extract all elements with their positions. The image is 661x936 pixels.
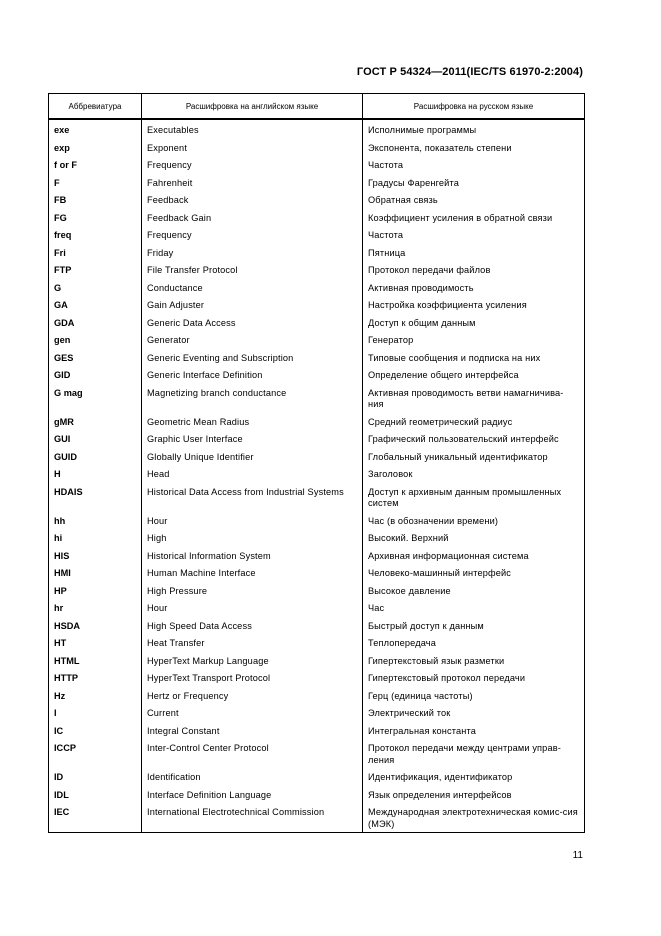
abbreviation-cell: HIS: [49, 548, 142, 566]
english-cell: Conductance: [142, 280, 363, 298]
russian-cell: Архивная информационная система: [363, 548, 585, 566]
table-row: [49, 280, 585, 298]
russian-cell: Обратная связь: [363, 192, 585, 210]
table-row: [49, 385, 585, 414]
russian-cell: Определение общего интерфейса: [363, 367, 585, 385]
column-header-abbreviation: Аббревиатура: [49, 94, 142, 120]
english-cell: Generic Data Access: [142, 315, 363, 333]
table-row: [49, 227, 585, 245]
russian-cell: Высокий. Верхний: [363, 530, 585, 548]
english-cell: Historical Data Access from Industrial Systems: [142, 484, 363, 513]
table-row: [49, 315, 585, 333]
english-cell: Frequency: [142, 227, 363, 245]
table-row: [49, 618, 585, 636]
abbreviation-cell: HMI: [49, 565, 142, 583]
russian-cell: Заголовок: [363, 466, 585, 484]
table-row: [49, 332, 585, 350]
abbreviation-cell: HTML: [49, 653, 142, 671]
russian-cell: Гипертекстовый протокол передачи: [363, 670, 585, 688]
abbreviation-cell: HP: [49, 583, 142, 601]
english-cell: Hertz or Frequency: [142, 688, 363, 706]
table-row: [49, 210, 585, 228]
english-cell: Gain Adjuster: [142, 297, 363, 315]
russian-cell: Язык определения интерфейсов: [363, 787, 585, 805]
russian-cell: Активная проводимость: [363, 280, 585, 298]
english-cell: Heat Transfer: [142, 635, 363, 653]
english-cell: Human Machine Interface: [142, 565, 363, 583]
table-row: [49, 245, 585, 263]
abbreviation-cell: GID: [49, 367, 142, 385]
abbreviation-cell: IEC: [49, 804, 142, 833]
abbreviation-cell: ID: [49, 769, 142, 787]
table-row: [49, 414, 585, 432]
abbreviation-cell: FG: [49, 210, 142, 228]
english-cell: High Pressure: [142, 583, 363, 601]
table-row: [49, 350, 585, 368]
english-cell: High: [142, 530, 363, 548]
table-row: [49, 140, 585, 158]
table-row: [49, 262, 585, 280]
english-cell: Head: [142, 466, 363, 484]
abbreviations-table: [48, 93, 585, 833]
english-cell: Frequency: [142, 157, 363, 175]
russian-cell: Протокол передачи файлов: [363, 262, 585, 280]
russian-cell: Активная проводимость ветви намагничива-ния: [363, 385, 585, 414]
column-header-russian: Расшифровка на русском языке: [363, 94, 585, 120]
english-cell: Historical Information System: [142, 548, 363, 566]
table-row: [49, 769, 585, 787]
table-row: [49, 513, 585, 531]
english-cell: Fahrenheit: [142, 175, 363, 193]
abbreviation-cell: IC: [49, 723, 142, 741]
russian-cell: Исполнимые программы: [363, 119, 585, 140]
russian-cell: Глобальный уникальный идентификатор: [363, 449, 585, 467]
table-row: [49, 740, 585, 769]
english-cell: Current: [142, 705, 363, 723]
russian-cell: Пятница: [363, 245, 585, 263]
table-body: [49, 119, 585, 833]
russian-cell: Интегральная константа: [363, 723, 585, 741]
russian-cell: Типовые сообщения и подписка на них: [363, 350, 585, 368]
table-row: [49, 157, 585, 175]
abbreviation-cell: exe: [49, 119, 142, 140]
abbreviation-cell: G: [49, 280, 142, 298]
abbreviation-cell: HTTP: [49, 670, 142, 688]
table-header-row: [49, 94, 585, 120]
table-row: [49, 688, 585, 706]
abbreviation-cell: freq: [49, 227, 142, 245]
english-cell: Hour: [142, 513, 363, 531]
english-cell: HyperText Transport Protocol: [142, 670, 363, 688]
table-row: [49, 600, 585, 618]
abbreviation-cell: GDA: [49, 315, 142, 333]
column-header-english: Расшифровка на английском языке: [142, 94, 363, 120]
russian-cell: Коэффициент усиления в обратной связи: [363, 210, 585, 228]
abbreviation-cell: gMR: [49, 414, 142, 432]
russian-cell: Теплопередача: [363, 635, 585, 653]
english-cell: File Transfer Protocol: [142, 262, 363, 280]
russian-cell: Гипертекстовый язык разметки: [363, 653, 585, 671]
english-cell: Magnetizing branch conductance: [142, 385, 363, 414]
russian-cell: Экспонента, показатель степени: [363, 140, 585, 158]
table-row: [49, 192, 585, 210]
russian-cell: Идентификация, идентификатор: [363, 769, 585, 787]
english-cell: Identification: [142, 769, 363, 787]
russian-cell: Электрический ток: [363, 705, 585, 723]
english-cell: Hour: [142, 600, 363, 618]
english-cell: Inter-Control Center Protocol: [142, 740, 363, 769]
table-row: [49, 787, 585, 805]
abbreviation-cell: ICCP: [49, 740, 142, 769]
table-row: [49, 670, 585, 688]
english-cell: Geometric Mean Radius: [142, 414, 363, 432]
russian-cell: Средний геометрический радиус: [363, 414, 585, 432]
abbreviation-cell: HT: [49, 635, 142, 653]
russian-cell: Протокол передачи между центрами управ-ления: [363, 740, 585, 769]
abbreviation-cell: exp: [49, 140, 142, 158]
table-row: [49, 723, 585, 741]
russian-cell: Час: [363, 600, 585, 618]
russian-cell: Настройка коэффициента усиления: [363, 297, 585, 315]
russian-cell: Быстрый доступ к данным: [363, 618, 585, 636]
abbreviation-cell: Hz: [49, 688, 142, 706]
abbreviation-cell: H: [49, 466, 142, 484]
abbreviation-cell: GES: [49, 350, 142, 368]
russian-cell: Международная электротехническая комис-сия (МЭК): [363, 804, 585, 833]
russian-cell: Доступ к архивным данным промышленных систем: [363, 484, 585, 513]
english-cell: Feedback: [142, 192, 363, 210]
abbreviation-cell: HDAIS: [49, 484, 142, 513]
russian-cell: Графический пользовательский интерфейс: [363, 431, 585, 449]
russian-cell: Человеко-машинный интерфейс: [363, 565, 585, 583]
table-row: [49, 705, 585, 723]
table-row: [49, 484, 585, 513]
document-code: ГОСТ Р 54324—2011(IEC/TS 61970-2:2004): [356, 66, 583, 78]
english-cell: Generic Interface Definition: [142, 367, 363, 385]
abbreviation-cell: Fri: [49, 245, 142, 263]
english-cell: Feedback Gain: [142, 210, 363, 228]
abbreviation-cell: F: [49, 175, 142, 193]
english-cell: Graphic User Interface: [142, 431, 363, 449]
table-row: [49, 548, 585, 566]
russian-cell: Частота: [363, 227, 585, 245]
english-cell: Executables: [142, 119, 363, 140]
abbreviation-cell: GUI: [49, 431, 142, 449]
abbreviation-cell: IDL: [49, 787, 142, 805]
abbreviation-cell: f or F: [49, 157, 142, 175]
russian-cell: Час (в обозначении времени): [363, 513, 585, 531]
table-row: [49, 175, 585, 193]
table-row: [49, 583, 585, 601]
russian-cell: Генератор: [363, 332, 585, 350]
russian-cell: Частота: [363, 157, 585, 175]
russian-cell: Герц (единица частоты): [363, 688, 585, 706]
table-row: [49, 653, 585, 671]
english-cell: International Electrotechnical Commission: [142, 804, 363, 833]
russian-cell: Высокое давление: [363, 583, 585, 601]
table-row: [49, 297, 585, 315]
abbreviation-cell: G mag: [49, 385, 142, 414]
abbreviation-cell: I: [49, 705, 142, 723]
abbreviation-cell: FB: [49, 192, 142, 210]
table-row: [49, 635, 585, 653]
table-row: [49, 119, 585, 140]
abbreviation-cell: GA: [49, 297, 142, 315]
page-number: 11: [572, 850, 583, 861]
table-row: [49, 804, 585, 833]
table-row: [49, 367, 585, 385]
abbreviation-cell: hr: [49, 600, 142, 618]
english-cell: Generator: [142, 332, 363, 350]
table-row: [49, 431, 585, 449]
english-cell: Friday: [142, 245, 363, 263]
abbreviation-cell: FTP: [49, 262, 142, 280]
abbreviation-cell: GUID: [49, 449, 142, 467]
english-cell: HyperText Markup Language: [142, 653, 363, 671]
abbreviation-cell: hi: [49, 530, 142, 548]
abbreviation-cell: HSDA: [49, 618, 142, 636]
english-cell: Globally Unique Identifier: [142, 449, 363, 467]
table-row: [49, 530, 585, 548]
russian-cell: Доступ к общим данным: [363, 315, 585, 333]
english-cell: Exponent: [142, 140, 363, 158]
english-cell: Generic Eventing and Subscription: [142, 350, 363, 368]
english-cell: Interface Definition Language: [142, 787, 363, 805]
english-cell: High Speed Data Access: [142, 618, 363, 636]
abbreviation-cell: hh: [49, 513, 142, 531]
russian-cell: Градусы Фаренгейта: [363, 175, 585, 193]
table-row: [49, 565, 585, 583]
table-row: [49, 466, 585, 484]
table-row: [49, 449, 585, 467]
english-cell: Integral Constant: [142, 723, 363, 741]
abbreviation-cell: gen: [49, 332, 142, 350]
